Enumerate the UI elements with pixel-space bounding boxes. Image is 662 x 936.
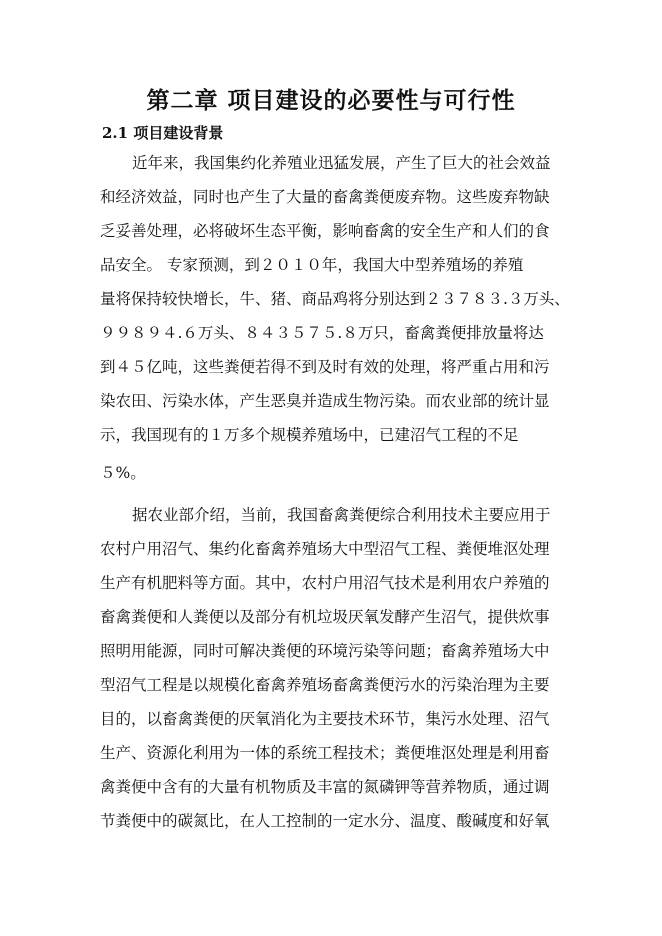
paragraph-line: 到４５亿吨，这些粪便若得不到及时有效的处理，将严重占用和污 — [100, 358, 550, 376]
paragraph-line: 和经济效益，同时也产生了大量的畜禽粪便废弃物。这些废弃物缺 — [100, 188, 550, 206]
paragraph-line: 乏妥善处理，必将破坏生态平衡，影响畜禽的安全生产和人们的食 — [100, 222, 550, 240]
paragraph-line: 生产有机肥料等方面。其中，农村户用沼气技术是利用农户养殖的 — [100, 574, 550, 592]
paragraph-line: 照明用能源，同时可解决粪便的环境污染等问题；畜禽养殖场大中 — [100, 642, 550, 660]
paragraph-line: ５%。 — [100, 464, 146, 482]
paragraph-line: 节粪便中的碳氮比，在人工控制的一定水分、温度、酸碱度和好氧 — [100, 812, 550, 830]
section-heading: 2.1 项目建设背景 — [102, 124, 224, 142]
paragraph-line: 近年来，我国集约化养殖业迅猛发展，产生了巨大的社会效益 — [132, 154, 551, 172]
paragraph-line: 量将保持较快增长，牛、猪、商品鸡将分别达到２３７８３.３万头、 — [100, 290, 570, 308]
paragraph-line: 型沼气工程是以规模化畜禽养殖场畜禽粪便污水的污染治理为主要 — [100, 676, 550, 694]
paragraph-line: 目的，以畜禽粪便的厌氧消化为主要技术环节，集污水处理、沼气 — [100, 710, 550, 728]
paragraph-line: 品安全。 专家预测，到２０１０年，我国大中型养殖场的养殖 — [100, 256, 524, 274]
chapter-title: 第二章 项目建设的必要性与可行性 — [146, 87, 516, 114]
paragraph-line: 示，我国现有的１万多个规模养殖场中，已建沼气工程的不足 — [100, 426, 519, 444]
paragraph-line: 禽粪便中含有的大量有机物质及丰富的氮磷钾等营养物质，通过调 — [100, 778, 550, 796]
paragraph-line: 生产、资源化利用为一体的系统工程技术；粪便堆沤处理是利用畜 — [100, 744, 550, 762]
paragraph-line: 据农业部介绍，当前，我国畜禽粪便综合利用技术主要应用于 — [132, 506, 551, 524]
paragraph-line: 畜禽粪便和人粪便以及部分有机垃圾厌氧发酵产生沼气，提供炊事 — [100, 608, 550, 626]
paragraph-line: ９９８９４.６万头、８４３５７５.８万只，畜禽粪便排放量将达 — [100, 324, 544, 342]
paragraph-line: 染农田、污染水体，产生恶臭并造成生物污染。而农业部的统计显 — [100, 392, 550, 410]
paragraph-line: 农村户用沼气、集约化畜禽养殖场大中型沼气工程、粪便堆沤处理 — [100, 540, 550, 558]
